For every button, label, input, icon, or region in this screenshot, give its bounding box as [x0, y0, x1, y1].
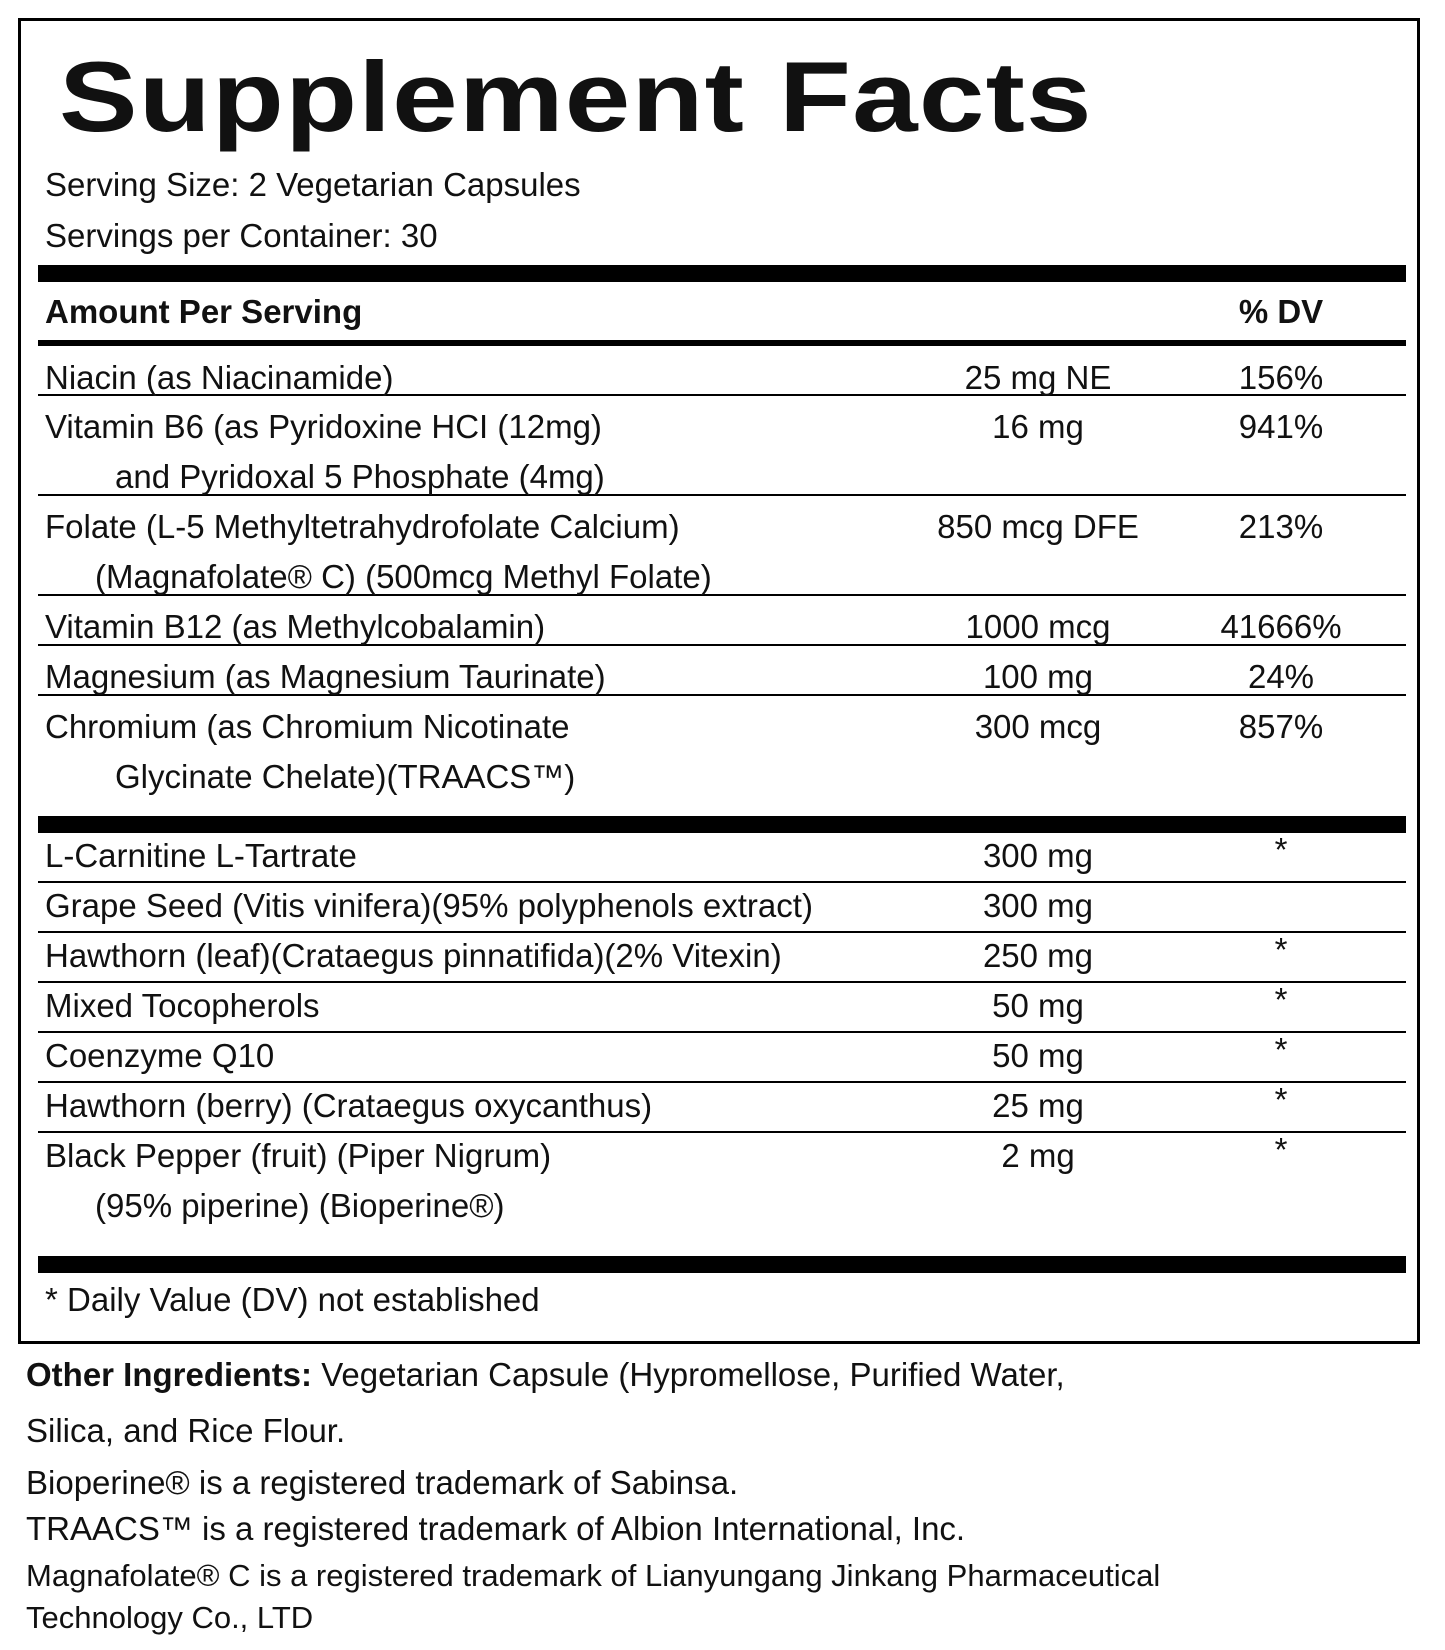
servings-per-container: Servings per Container: 30 — [45, 217, 438, 254]
nutrient-row — [38, 496, 1406, 596]
other-ingredients-text: Vegetarian Capsule (Hypromellose, Purified Water, — [312, 1356, 1065, 1393]
nutrient-dv: * — [1274, 1031, 1288, 1068]
other-ingredients-label: Other Ingredients: — [26, 1356, 313, 1393]
nutrient-name: Grape Seed (Vitis vinifera)(95% polyphenols extract) — [45, 887, 813, 924]
nutrient-row — [38, 833, 1406, 883]
nutrient-name: Folate (L-5 Methyltetrahydrofolate Calcium) (Magnafolate® C) (500mcg Methyl Folate) — [45, 508, 712, 595]
nutrient-dv: * — [1274, 931, 1288, 968]
nutrient-row — [38, 646, 1406, 696]
nutrient-list — [38, 346, 1406, 816]
nutrient-dv: 41666% — [1220, 608, 1342, 645]
nutrient-row — [38, 396, 1406, 496]
nutrient-amount: 50 mg — [992, 1037, 1084, 1074]
nutrient-row — [38, 346, 1406, 396]
nutrient-amount: 300 mcg — [974, 708, 1102, 745]
dv-footnote: * Daily Value (DV) not established — [45, 1281, 540, 1318]
nutrient-name: Chromium (as Chromium Nicotinate Glycinate Chelate)(TRAACS™) — [45, 708, 576, 795]
nutrient-name: Vitamin B12 (as Methylcobalamin) — [45, 608, 546, 645]
nutrient-name: Niacin (as Niacinamide) — [45, 359, 394, 396]
nutrient-dv: 941% — [1238, 408, 1324, 445]
amount-per-serving-header: Amount Per Serving — [45, 293, 363, 330]
nutrient-amount: 2 mg — [1001, 1137, 1075, 1174]
serving-size: Serving Size: 2 Vegetarian Capsules — [45, 166, 581, 203]
nutrient-amount: 25 mg — [992, 1087, 1084, 1124]
nutrient-name: Hawthorn (leaf)(Crataegus pinnatifida)(2% Vitexin) — [45, 937, 782, 974]
nutrient-amount: 250 mg — [982, 937, 1094, 974]
trademark-note: Technology Co., LTD — [26, 1600, 314, 1635]
other-ingredients-continued: Silica, and Rice Flour. — [26, 1412, 346, 1449]
panel-title: Supplement Facts — [59, 41, 1093, 152]
nutrient-amount: 16 mg — [992, 408, 1084, 445]
nutrient-row — [38, 696, 1406, 816]
trademark-note: TRAACS™ is a registered trademark of Albion International, Inc. — [26, 1510, 966, 1547]
other-ingredients — [26, 1358, 1065, 1391]
thick-divider — [38, 265, 1406, 282]
nutrient-name: Coenzyme Q10 — [45, 1037, 275, 1074]
nutrient-dv: * — [1274, 1081, 1288, 1118]
nutrient-row — [38, 596, 1406, 646]
nutrient-name: Vitamin B6 (as Pyridoxine HCI (12mg) and Pyridoxal 5 Phosphate (4mg) — [45, 408, 605, 495]
nutrient-amount: 300 mg — [982, 837, 1094, 874]
nutrient-amount: 25 mg NE — [964, 359, 1112, 396]
nutrient-row — [38, 1133, 1406, 1256]
nutrient-dv: 213% — [1238, 508, 1324, 545]
daily-value-header: % DV — [1238, 293, 1324, 330]
nutrient-amount: 850 mcg DFE — [937, 508, 1139, 545]
nutrient-dv: * — [1274, 981, 1288, 1018]
trademark-note: Magnafolate® C is a registered trademark of Lianyungang Jinkang Pharmaceutical — [26, 1558, 1161, 1593]
nutrient-amount: 300 mg — [982, 887, 1094, 924]
supplement-facts-panel — [18, 18, 1420, 1344]
nutrient-amount: 100 mg — [982, 658, 1094, 695]
nutrient-amount: 1000 mcg — [965, 608, 1111, 645]
thick-divider — [38, 1256, 1406, 1273]
nutrient-name: Hawthorn (berry) (Crataegus oxycanthus) — [45, 1087, 653, 1124]
nutrient-name: Magnesium (as Magnesium Taurinate) — [45, 658, 606, 695]
nutrient-dv: * — [1274, 831, 1288, 868]
other-nutrient-list — [38, 833, 1406, 1256]
nutrient-dv: 857% — [1238, 708, 1324, 745]
nutrient-name: Black Pepper (fruit) (Piper Nigrum) (95% piperine) (Bioperine®) — [45, 1137, 552, 1224]
nutrient-dv: * — [1274, 1131, 1288, 1168]
trademark-note: Bioperine® is a registered trademark of Sabinsa. — [26, 1464, 739, 1501]
nutrient-amount: 50 mg — [992, 987, 1084, 1024]
nutrient-name: L-Carnitine L-Tartrate — [45, 837, 357, 874]
nutrient-dv: 24% — [1247, 658, 1315, 695]
nutrient-dv: 156% — [1238, 359, 1324, 396]
nutrient-name: Mixed Tocopherols — [45, 987, 320, 1024]
